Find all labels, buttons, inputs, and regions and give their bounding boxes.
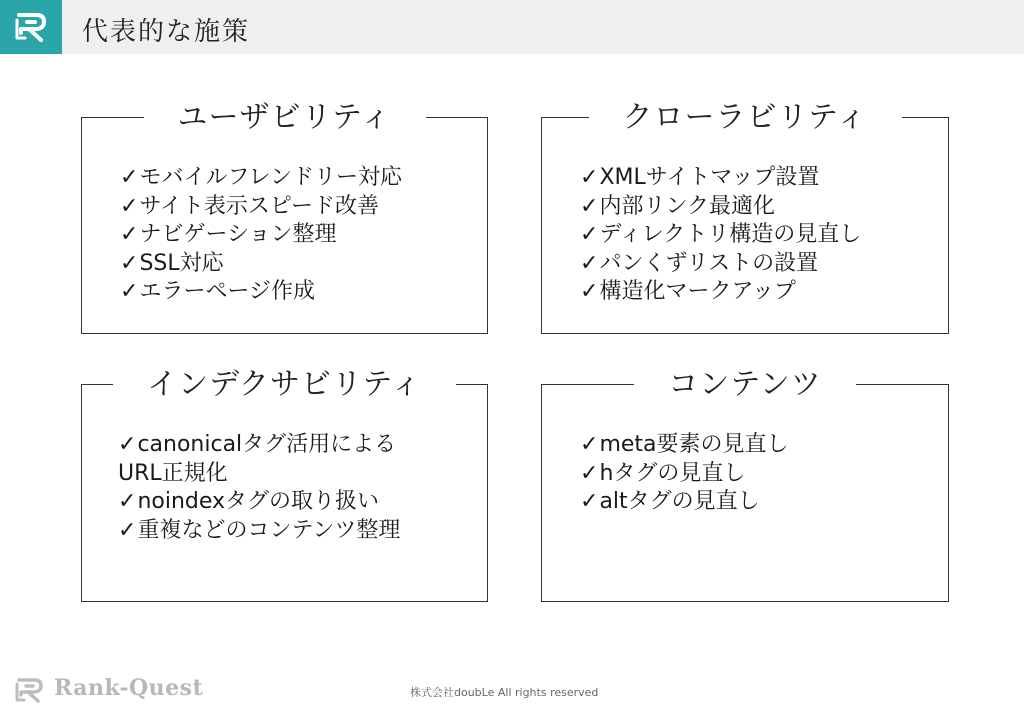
usability-panel bbox=[81, 100, 488, 334]
contents-list bbox=[580, 431, 789, 517]
list-item-text: ディレクトリ構造の見直し bbox=[599, 222, 862, 247]
list-item-text: サイト表示スピード改善 bbox=[139, 193, 380, 219]
list-item-text: モバイルフレンドリー対応 bbox=[139, 165, 403, 190]
check-icon: ✓ bbox=[118, 489, 137, 514]
contents-panel bbox=[541, 367, 949, 602]
check-icon: ✓ bbox=[580, 460, 599, 486]
indexability-list bbox=[118, 431, 400, 545]
list-item-text: 構造化マークアップ bbox=[599, 279, 796, 304]
logo-badge bbox=[0, 0, 62, 54]
contents-title: コンテンツ bbox=[634, 365, 856, 405]
check-icon: ✓ bbox=[120, 250, 139, 276]
list-item bbox=[580, 164, 861, 193]
list-item bbox=[580, 278, 861, 307]
list-item-text: SSL対応 bbox=[139, 250, 224, 276]
indexability-title: インデクサビリティ bbox=[113, 365, 456, 405]
check-icon: ✓ bbox=[118, 432, 137, 457]
list-item-text: XMLサイトマップ設置 bbox=[599, 165, 820, 190]
list-item-continuation bbox=[118, 460, 400, 489]
check-icon: ✓ bbox=[580, 193, 599, 219]
list-item bbox=[120, 221, 402, 250]
check-icon: ✓ bbox=[580, 489, 599, 514]
page-title: 代表的な施策 bbox=[82, 17, 251, 47]
check-icon: ✓ bbox=[120, 165, 139, 190]
list-item-text: 内部リンク最適化 bbox=[599, 193, 775, 219]
list-item-text: hタグの見直し bbox=[599, 460, 746, 486]
check-icon: ✓ bbox=[120, 279, 139, 304]
list-item bbox=[118, 488, 400, 517]
check-icon: ✓ bbox=[580, 222, 599, 247]
list-item-text: エラーページ作成 bbox=[139, 279, 315, 304]
list-item bbox=[580, 488, 789, 517]
copyright-text: 株式会社doubLe All rights reserved bbox=[410, 686, 599, 699]
crawlability-title: クローラビリティ bbox=[589, 98, 902, 138]
list-item-text: canonicalタグ活用による bbox=[137, 432, 397, 457]
check-icon: ✓ bbox=[580, 250, 599, 276]
list-item bbox=[118, 431, 400, 460]
usability-list bbox=[120, 164, 402, 307]
check-icon: ✓ bbox=[580, 432, 599, 457]
crawlability-list bbox=[580, 164, 861, 307]
list-item-text: 重複などのコンテンツ整理 bbox=[137, 517, 401, 543]
list-item bbox=[120, 193, 402, 222]
list-item bbox=[580, 460, 789, 489]
crawlability-panel bbox=[541, 100, 949, 334]
list-item-text: パンくずリストの設置 bbox=[599, 250, 819, 276]
list-item bbox=[580, 221, 861, 250]
rank-quest-logo-icon bbox=[13, 10, 49, 44]
list-item-text: altタグの見直し bbox=[599, 489, 760, 514]
list-item bbox=[120, 164, 402, 193]
list-item-text: meta要素の見直し bbox=[599, 432, 789, 457]
list-item bbox=[580, 193, 861, 222]
header-bar bbox=[0, 0, 1024, 54]
check-icon: ✓ bbox=[580, 279, 599, 304]
check-icon: ✓ bbox=[120, 193, 139, 219]
indexability-panel bbox=[81, 367, 488, 602]
check-icon: ✓ bbox=[118, 517, 137, 543]
list-item-text: ナビゲーション整理 bbox=[139, 222, 337, 247]
list-item bbox=[580, 250, 861, 279]
list-item bbox=[118, 517, 400, 546]
list-item-text: noindexタグの取り扱い bbox=[137, 489, 380, 514]
list-item bbox=[120, 250, 402, 279]
check-icon: ✓ bbox=[120, 222, 139, 247]
check-icon: ✓ bbox=[580, 165, 599, 190]
list-item-text: URL正規化 bbox=[118, 460, 228, 486]
footer-brand-name: Rank-Quest bbox=[54, 675, 204, 701]
usability-title: ユーザビリティ bbox=[144, 98, 426, 138]
list-item bbox=[120, 278, 402, 307]
rank-quest-footer-logo-icon bbox=[14, 676, 48, 704]
list-item bbox=[580, 431, 789, 460]
